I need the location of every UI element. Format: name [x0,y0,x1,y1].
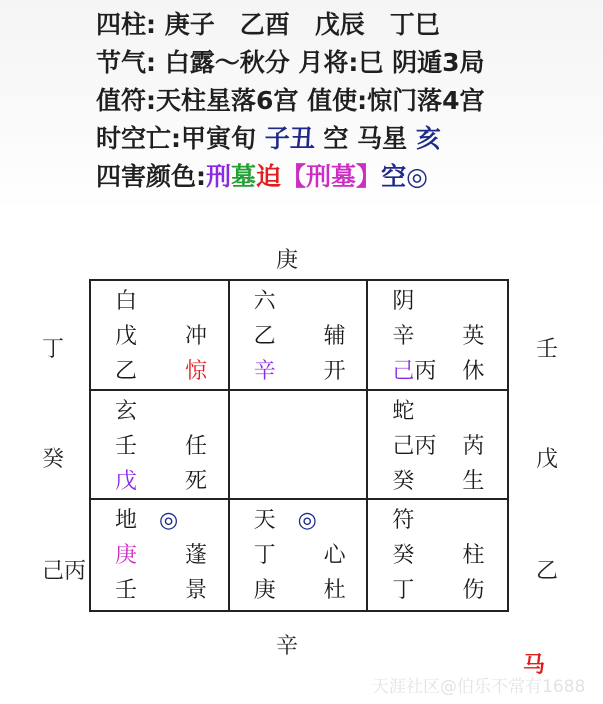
chart-info [96,6,485,196]
direction-left-3: 己丙 [42,559,87,584]
palace-top-right [368,281,507,391]
earth-stem: 癸 [392,468,415,494]
nine-palace-grid [89,279,509,612]
palace-middle-left [91,391,230,501]
zhifu-zhishi: 值符:天柱星落6宫 值使:惊门落4宫 [96,86,485,115]
palace-bottom-center [230,500,369,610]
deity: 阴 [392,289,415,314]
void-line: 时空亡:甲寅旬 子丑 空 马星 亥 [96,124,441,153]
direction-left-2: 癸 [42,447,65,472]
legend-kong: 空 [381,162,407,191]
gate: 惊 [185,359,208,384]
gate: 生 [462,468,485,494]
star: 英 [462,324,485,349]
legend-po: 迫 [256,162,282,191]
void-circle-icon: ◎ [297,508,317,534]
gate: 景 [185,578,208,604]
gate: 开 [323,359,346,384]
star: 蓬 [185,543,208,569]
deity: 蛇 [392,398,415,424]
heaven-stem: 己丙 [392,433,437,459]
palace-bottom-right [368,500,507,610]
deity: 六 [253,289,276,314]
deity: 天 [253,508,276,534]
star: 冲 [185,324,208,349]
watermark: 天涯社区@伯乐不常有1688 [372,677,586,697]
heaven-stem: 壬 [115,433,138,459]
star: 芮 [462,433,485,459]
heaven-stem: 辛 [392,324,415,349]
heaven-stem: 乙 [253,324,276,349]
legend-xingmu: 【刑墓】 [281,162,382,191]
heaven-stem: 庚 [115,543,138,569]
legend-circle-icon: ◎ [406,162,428,191]
direction-right-1: 壬 [536,337,559,362]
palace-top-center [230,281,369,391]
palace-top-left [91,281,230,391]
star: 心 [323,543,346,569]
heaven-stem: 癸 [392,543,415,569]
direction-bottom: 辛 [276,634,299,659]
direction-right-2: 戊 [536,447,559,472]
direction-left-1: 丁 [42,337,65,362]
earth-stem: 壬 [115,578,138,604]
earth-stem: 乙 [115,359,138,384]
void-branches: 子丑 [264,124,315,153]
star: 辅 [323,324,346,349]
horse-star-mark: 马 [523,653,546,678]
star: 柱 [462,543,485,569]
gate: 死 [185,468,208,494]
star: 任 [185,433,208,459]
deity: 地 [115,508,138,534]
gate: 休 [462,359,485,384]
palace-bottom-left [91,500,230,610]
deity: 符 [392,508,415,534]
deity: 白 [115,289,138,314]
heaven-stem: 戊 [115,324,138,349]
earth-stem: 己丙 [392,359,437,384]
legend-mu: 墓 [231,162,257,191]
deity: 玄 [115,398,138,424]
horse-branch: 亥 [415,124,441,153]
gate: 杜 [323,578,346,604]
gate: 伤 [462,578,485,604]
void-circle-icon: ◎ [159,508,179,534]
heaven-stem: 丁 [253,543,276,569]
palace-middle-right [368,391,507,501]
direction-top: 庚 [276,248,299,273]
four-pillars: 四柱: 庚子 乙酉 戊辰 丁巳 [96,10,440,39]
solar-term: 节气: 白露～秋分 月将:巳 阴遁3局 [96,48,485,77]
legend-xing: 刑 [206,162,232,191]
harm-legend: 四害颜色:刑墓迫【刑墓】空◎ [96,162,428,191]
earth-stem: 丁 [392,578,415,604]
earth-stem: 庚 [253,578,276,604]
earth-stem: 戊 [115,468,138,494]
earth-stem: 辛 [253,359,276,384]
direction-right-3: 乙 [536,559,559,584]
palace-center [230,391,369,501]
